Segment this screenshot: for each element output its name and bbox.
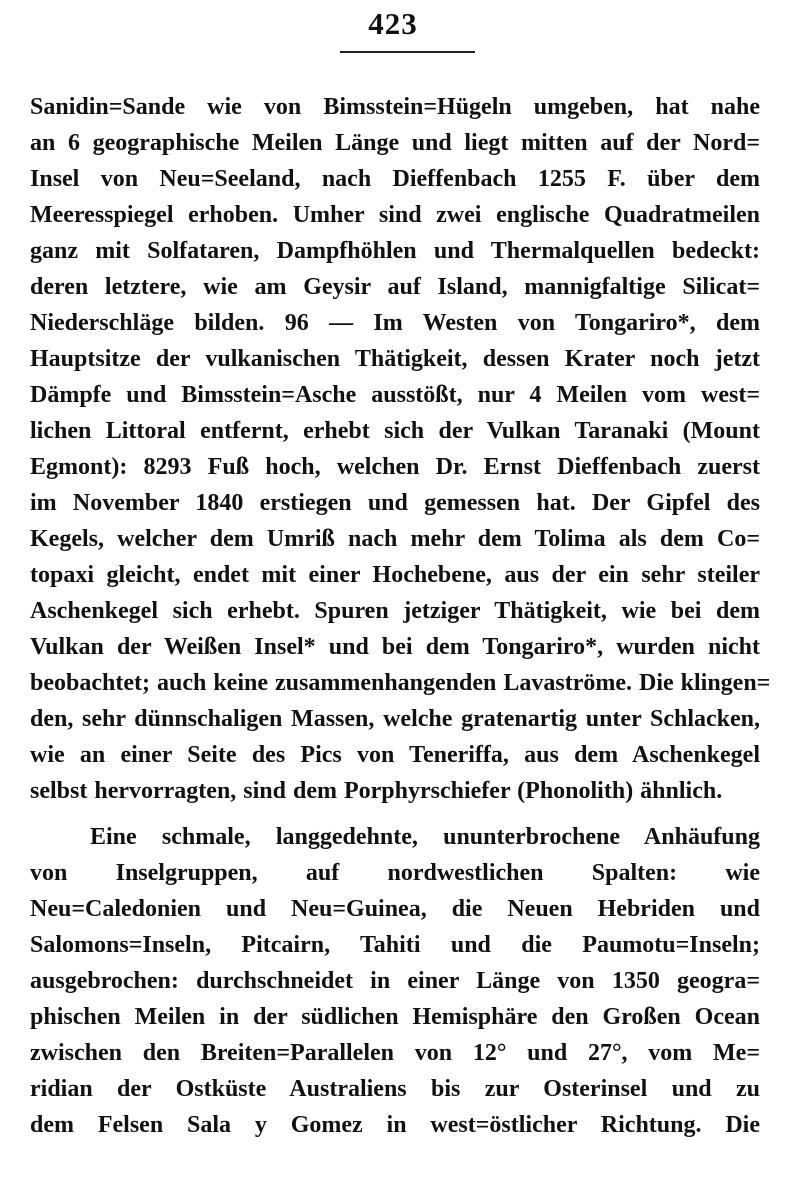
text-line: deren letztere, wie am Geysir auf Island, mannigfaltige Silicat= bbox=[30, 274, 760, 300]
text-line: dem Felsen Sala y Gomez in west=östlicher Richtung. Die bbox=[30, 1112, 760, 1138]
text-line: den, sehr dünnschaligen Massen, welche gratenartig unter Schlacken, bbox=[30, 706, 760, 732]
text-line: zwischen den Breiten=Parallelen von 12° und 27°, vom Me= bbox=[30, 1040, 760, 1066]
text-line: phischen Meilen in der südlichen Hemisphäre den Großen Ocean bbox=[30, 1004, 760, 1030]
text-line: von Inselgruppen, auf nordwestlichen Spalten: wie bbox=[30, 860, 760, 886]
text-line: an 6 geographische Meilen Länge und liegt mitten auf der Nord= bbox=[30, 130, 760, 156]
text-line: Insel von Neu=Seeland, nach Dieffenbach 1255 F. über dem bbox=[30, 166, 760, 192]
text-line: Neu=Caledonien und Neu=Guinea, die Neuen Hebriden und bbox=[30, 896, 760, 922]
text-line: wie an einer Seite des Pics von Teneriffa, aus dem Aschenkegel bbox=[30, 742, 760, 768]
text-line: Niederschläge bilden. 96 — Im Westen von Tongariro*, dem bbox=[30, 310, 760, 336]
text-line: Dämpfe und Bimsstein=Asche ausstößt, nur 4 Meilen vom west= bbox=[30, 382, 760, 408]
text-line: selbst hervorragten, sind dem Porphyrschiefer (Phonolith) ähnlich. bbox=[30, 778, 723, 804]
text-line: Sanidin=Sande wie von Bimsstein=Hügeln umgeben, hat nahe bbox=[30, 94, 760, 120]
text-line: Meeresspiegel erhoben. Umher sind zwei englische Quadratmeilen bbox=[30, 202, 760, 228]
text-line: ausgebrochen: durchschneidet in einer Länge von 1350 geogra= bbox=[30, 968, 760, 994]
text-line: Vulkan der Weißen Insel* und bei dem Tongariro*, wurden nicht bbox=[30, 634, 760, 660]
text-line: topaxi gleicht, endet mit einer Hochebene, aus der ein sehr steiler bbox=[30, 562, 760, 588]
page-number: 423 bbox=[368, 6, 418, 41]
text-line: ganz mit Solfataren, Dampfhöhlen und Thermalquellen bedeckt: bbox=[30, 238, 760, 264]
text-line: im November 1840 erstiegen und gemessen hat. Der Gipfel des bbox=[30, 490, 760, 516]
text-line: Egmont): 8293 Fuß hoch, welchen Dr. Ernst Dieffenbach zuerst bbox=[30, 454, 760, 480]
text-line: ridian der Ostküste Australiens bis zur Osterinsel und zu bbox=[30, 1076, 760, 1102]
text-line: Aschenkegel sich erhebt. Spuren jetziger Thätigkeit, wie bei dem bbox=[30, 598, 760, 624]
text-line: Hauptsitze der vulkanischen Thätigkeit, dessen Krater noch jetzt bbox=[30, 346, 760, 372]
text-line: lichen Littoral entfernt, erhebt sich der Vulkan Taranaki (Mount bbox=[30, 418, 760, 444]
text-line: Eine schmale, langgedehnte, ununterbrochene Anhäufung bbox=[90, 824, 760, 850]
text-line: Kegels, welcher dem Umriß nach mehr dem Tolima als dem Co= bbox=[30, 526, 760, 552]
text-line: beobachtet; auch keine zusammenhangenden Lavaströme. Die klingen= bbox=[30, 670, 771, 696]
text-line: Salomons=Inseln, Pitcairn, Tahiti und die Paumotu=Inseln; bbox=[30, 932, 760, 958]
